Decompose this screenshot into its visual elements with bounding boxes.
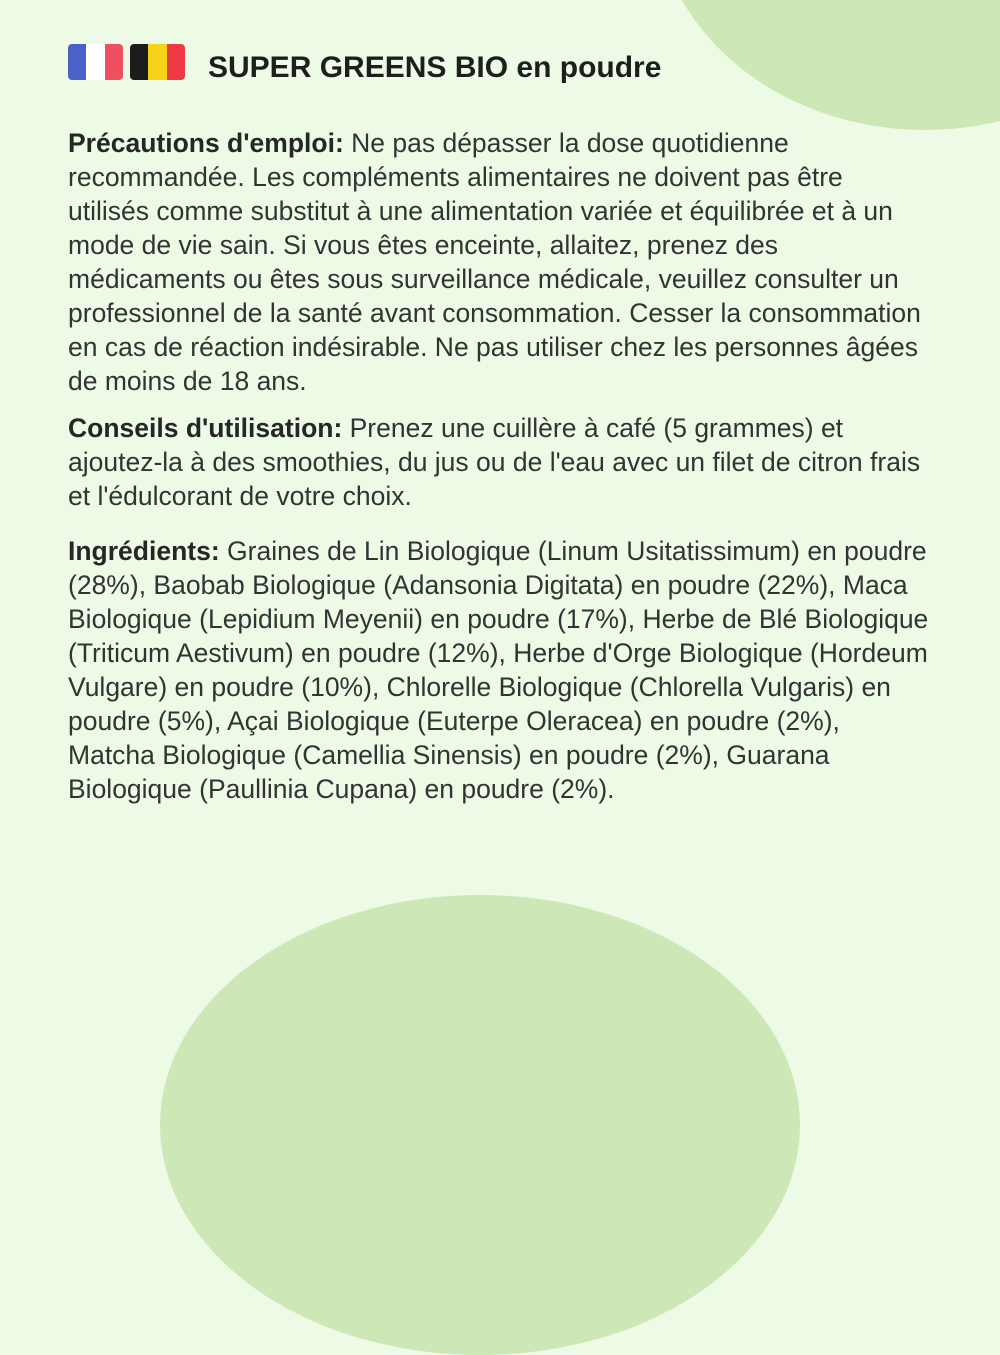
- precautions-text: Ne pas dépasser la dose quotidienne recommandée. Les compléments alimentaires ne doivent pas être utilisés comme substitut à une alimentation variée et équilibrée et à un mode de vie sain. Si vous êtes enceinte, allaitez, prenez des médicaments ou êtes sous surveillance médicale, veuillez consulter un professionnel de la santé avant consommation. Cesser la consommation en cas de réaction indésirable. Ne pas utiliser chez les personnes âgées de moins de 18 ans.: [68, 128, 921, 396]
- ingredients-paragraph: [68, 534, 930, 806]
- product-title: SUPER GREENS BIO en poudre: [208, 51, 662, 84]
- precautions-label: Précautions d'emploi:: [68, 128, 344, 158]
- ingredients-text: Graines de Lin Biologique (Linum Usitatissimum) en poudre (28%), Baobab Biologique (Adansonia Digitata) en poudre (22%), Maca Biologique (Lepidium Meyenii) en poudre (17%), Herbe de Blé Biologique (Triticum Aestivum) en poudre (12%), Herbe d'Orge Biologique (Hordeum Vulgare) en poudre (10%), Chlorelle Biologique (Chlorella Vulgaris) en poudre (5%), Açai Biologique (Euterpe Oleracea) en poudre (2%), Matcha Biologique (Camellia Sinensis) en poudre (2%), Guarana Biologique (Paullinia Cupana) en poudre (2%).: [68, 536, 929, 804]
- decorative-circle-top-right: [655, 0, 1000, 130]
- decorative-circle-bottom: [160, 895, 800, 1355]
- label-content: [68, 126, 930, 806]
- usage-paragraph: [68, 411, 930, 513]
- usage-text: Prenez une cuillère à café (5 grammes) et ajoutez-la à des smoothies, du jus ou de l'eau avec un filet de citron frais et l'édulcorant de votre choix.: [68, 413, 921, 511]
- ingredients-label: Ingrédients:: [68, 536, 220, 566]
- precautions-paragraph: [68, 126, 930, 398]
- language-flags: [68, 44, 185, 80]
- france-flag-icon: [68, 44, 123, 80]
- usage-label: Conseils d'utilisation:: [68, 413, 343, 443]
- belgium-flag-icon: [130, 44, 185, 80]
